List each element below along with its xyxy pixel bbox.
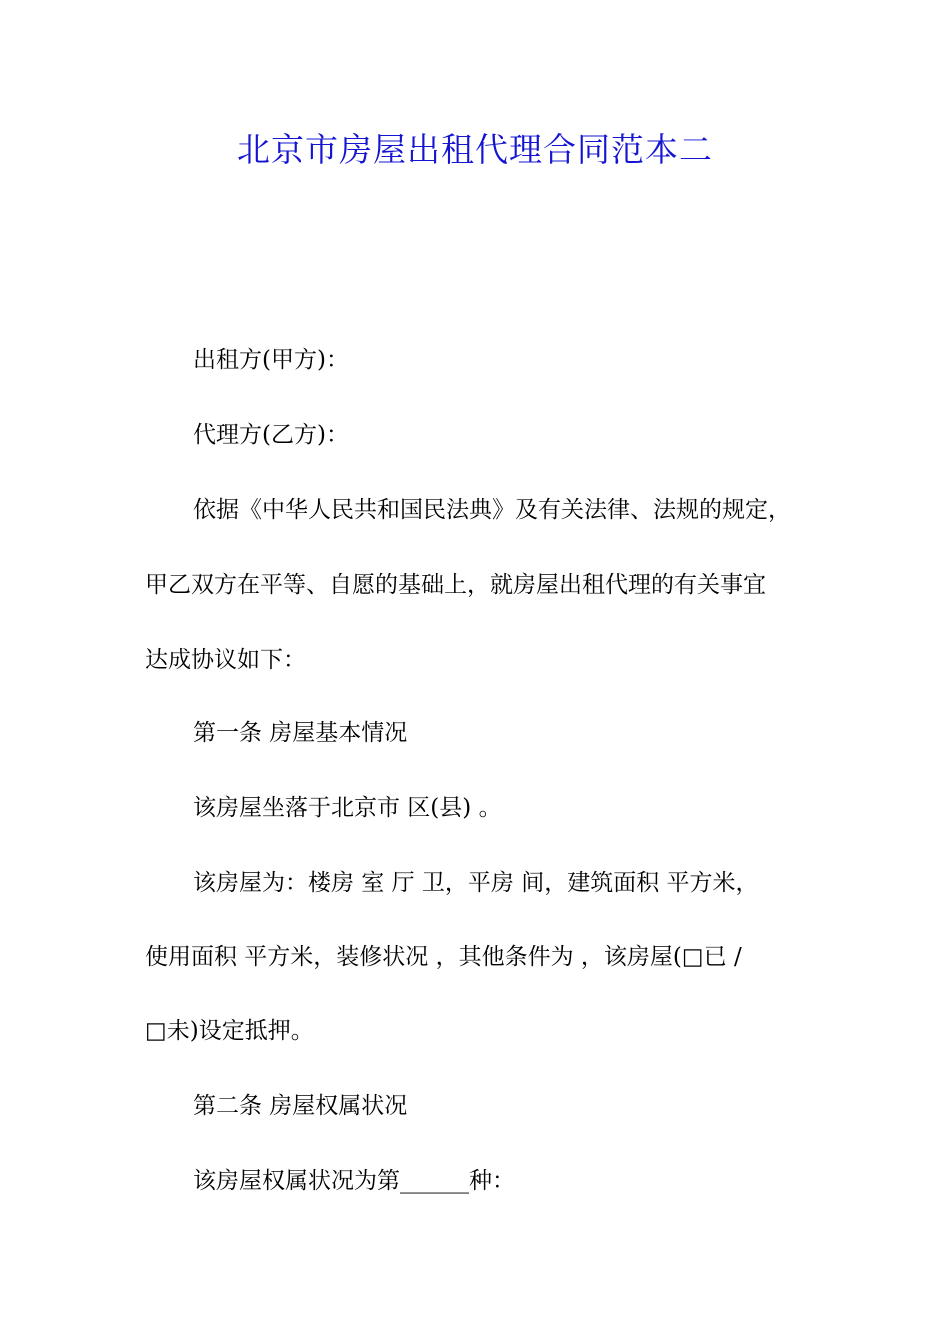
article-1-details-3: □未)设定抵押。 [145, 1018, 314, 1044]
preamble-line-1: 依据《中华人民共和国民法典》及有关法律、法规的规定， [193, 497, 791, 523]
document-title: 北京市房屋出租代理合同范本二 [237, 130, 713, 169]
article-1-heading: 第一条 房屋基本情况 [193, 720, 408, 746]
lessor-line: 出租方(甲方)： [193, 347, 349, 373]
article-2-ownership: 该房屋权属状况为第______种： [193, 1168, 515, 1194]
article-1-location: 该房屋坐落于北京市 区(县) 。 [193, 795, 502, 821]
article-2-heading: 第二条 房屋权属状况 [193, 1093, 408, 1119]
agent-line: 代理方(乙方)： [193, 422, 349, 448]
preamble-line-2: 甲乙双方在平等、自愿的基础上，就房屋出租代理的有关事宜 [145, 572, 766, 598]
preamble-line-3: 达成协议如下： [145, 647, 306, 673]
article-1-details-1: 该房屋为：楼房 室 厅 卫，平房 间，建筑面积 平方米， [193, 870, 759, 896]
article-1-details-2: 使用面积 平方米，装修状况 ，其他条件为 ，该房屋(□已 / [145, 944, 742, 970]
